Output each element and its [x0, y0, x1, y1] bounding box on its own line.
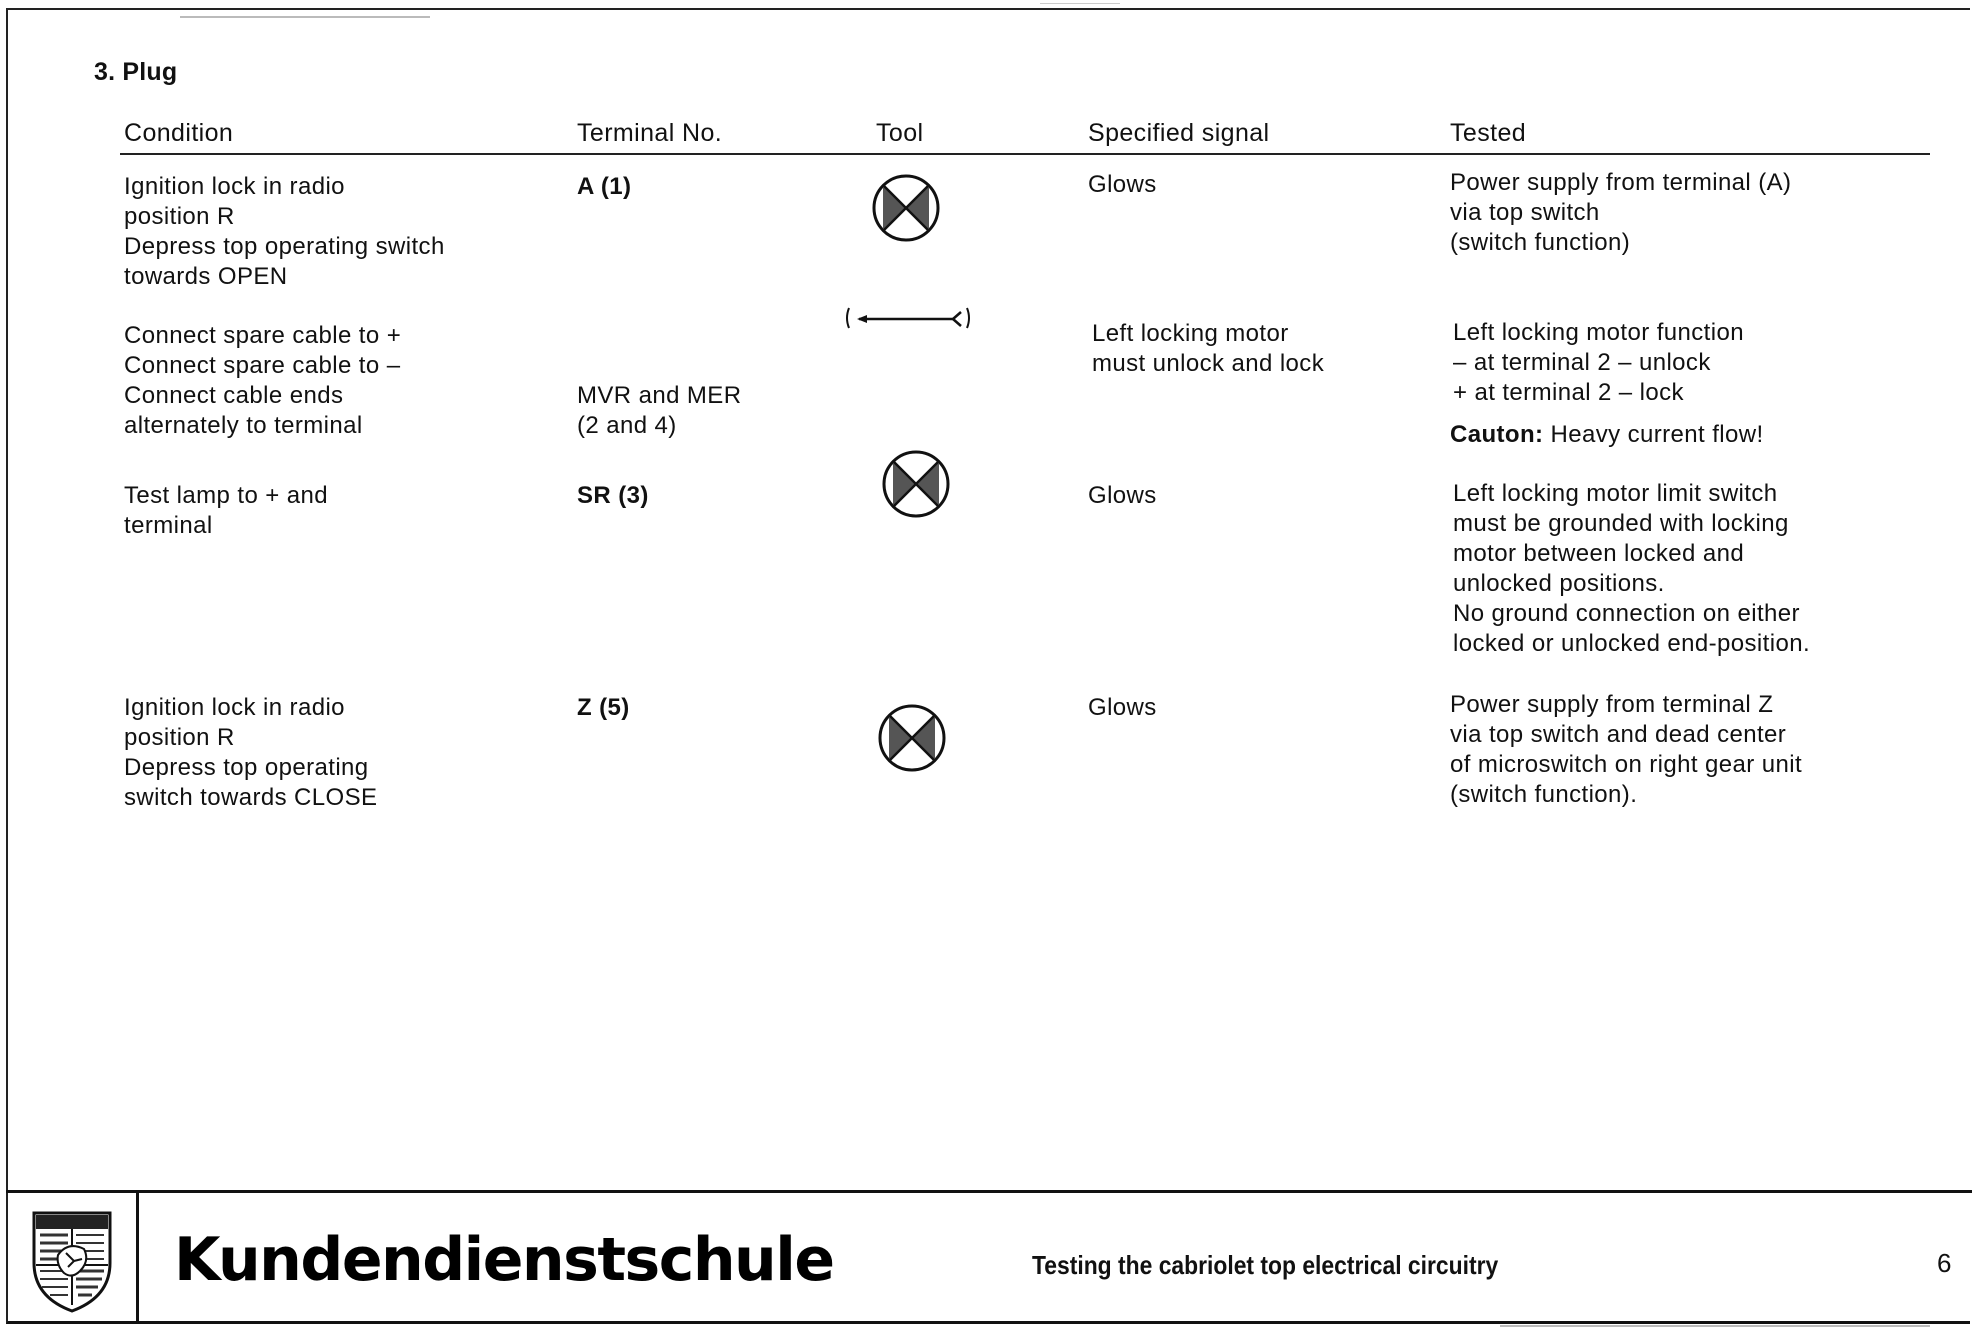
spare-cable-icon	[845, 306, 971, 330]
row3-terminal	[577, 481, 827, 511]
row2-condition: Connect spare cable to + Connect spare cable to – Connect cable ends alternately to terminal	[124, 322, 402, 439]
scan-artifact	[1500, 1325, 1930, 1327]
header-tool: Tool	[876, 119, 924, 147]
header-terminal: Terminal No.	[577, 119, 723, 147]
footer-divider	[136, 1190, 139, 1324]
page-number: 6	[1937, 1248, 1952, 1278]
section-title: 3. Plug	[94, 58, 178, 86]
row3-tested: Left locking motor limit switch must be grounded with locking motor between locked and unlocked positions. No ground connection on either locked or unlocked end-position.	[1453, 480, 1811, 657]
row4-tested: Power supply from terminal Z via top switch and dead center of microswitch on right gear unit (switch function).	[1450, 691, 1803, 808]
scan-artifact	[180, 16, 430, 18]
row1-tested: Power supply from terminal (A) via top switch (switch function)	[1450, 169, 1792, 256]
header-condition: Condition	[124, 119, 234, 147]
row1-condition: Ignition lock in radio position R Depress top operating switch towards OPEN	[124, 173, 445, 290]
porsche-crest-icon	[28, 1205, 116, 1315]
test-lamp-icon	[870, 172, 942, 244]
row3-condition: Test lamp to + and terminal	[124, 482, 328, 539]
row2-signal: Left locking motor must unlock and lock	[1092, 320, 1325, 377]
header-rule	[120, 153, 1930, 155]
header-tested: Tested	[1450, 119, 1527, 147]
row2-caution	[1450, 420, 1930, 450]
scan-artifact	[1040, 3, 1120, 4]
row2-tested: Left locking motor function – at terminal 2 – unlock + at terminal 2 – lock	[1453, 319, 1744, 406]
header-signal: Specified signal	[1088, 119, 1270, 147]
brand-name: Kundendienstschule	[174, 1225, 834, 1295]
document-title: Testing the cabriolet top electrical circuitry	[1032, 1250, 1499, 1280]
row3-signal: Glows	[1088, 482, 1157, 509]
row1-signal: Glows	[1088, 171, 1157, 198]
caution-label: Cauton:	[1450, 421, 1544, 448]
row1-terminal: A (1)	[577, 173, 632, 200]
row2-terminal: MVR and MER (2 and 4)	[577, 382, 742, 439]
row4-condition: Ignition lock in radio position R Depress top operating switch towards CLOSE	[124, 694, 378, 811]
test-lamp-icon	[876, 702, 948, 774]
test-lamp-icon	[880, 448, 952, 520]
row3-terminal-text: SR (3)	[577, 482, 649, 509]
caution-text: Heavy current flow!	[1550, 421, 1764, 448]
row4-signal: Glows	[1088, 694, 1157, 721]
footer-rule	[6, 1190, 1972, 1193]
row4-terminal: Z (5)	[577, 694, 630, 721]
